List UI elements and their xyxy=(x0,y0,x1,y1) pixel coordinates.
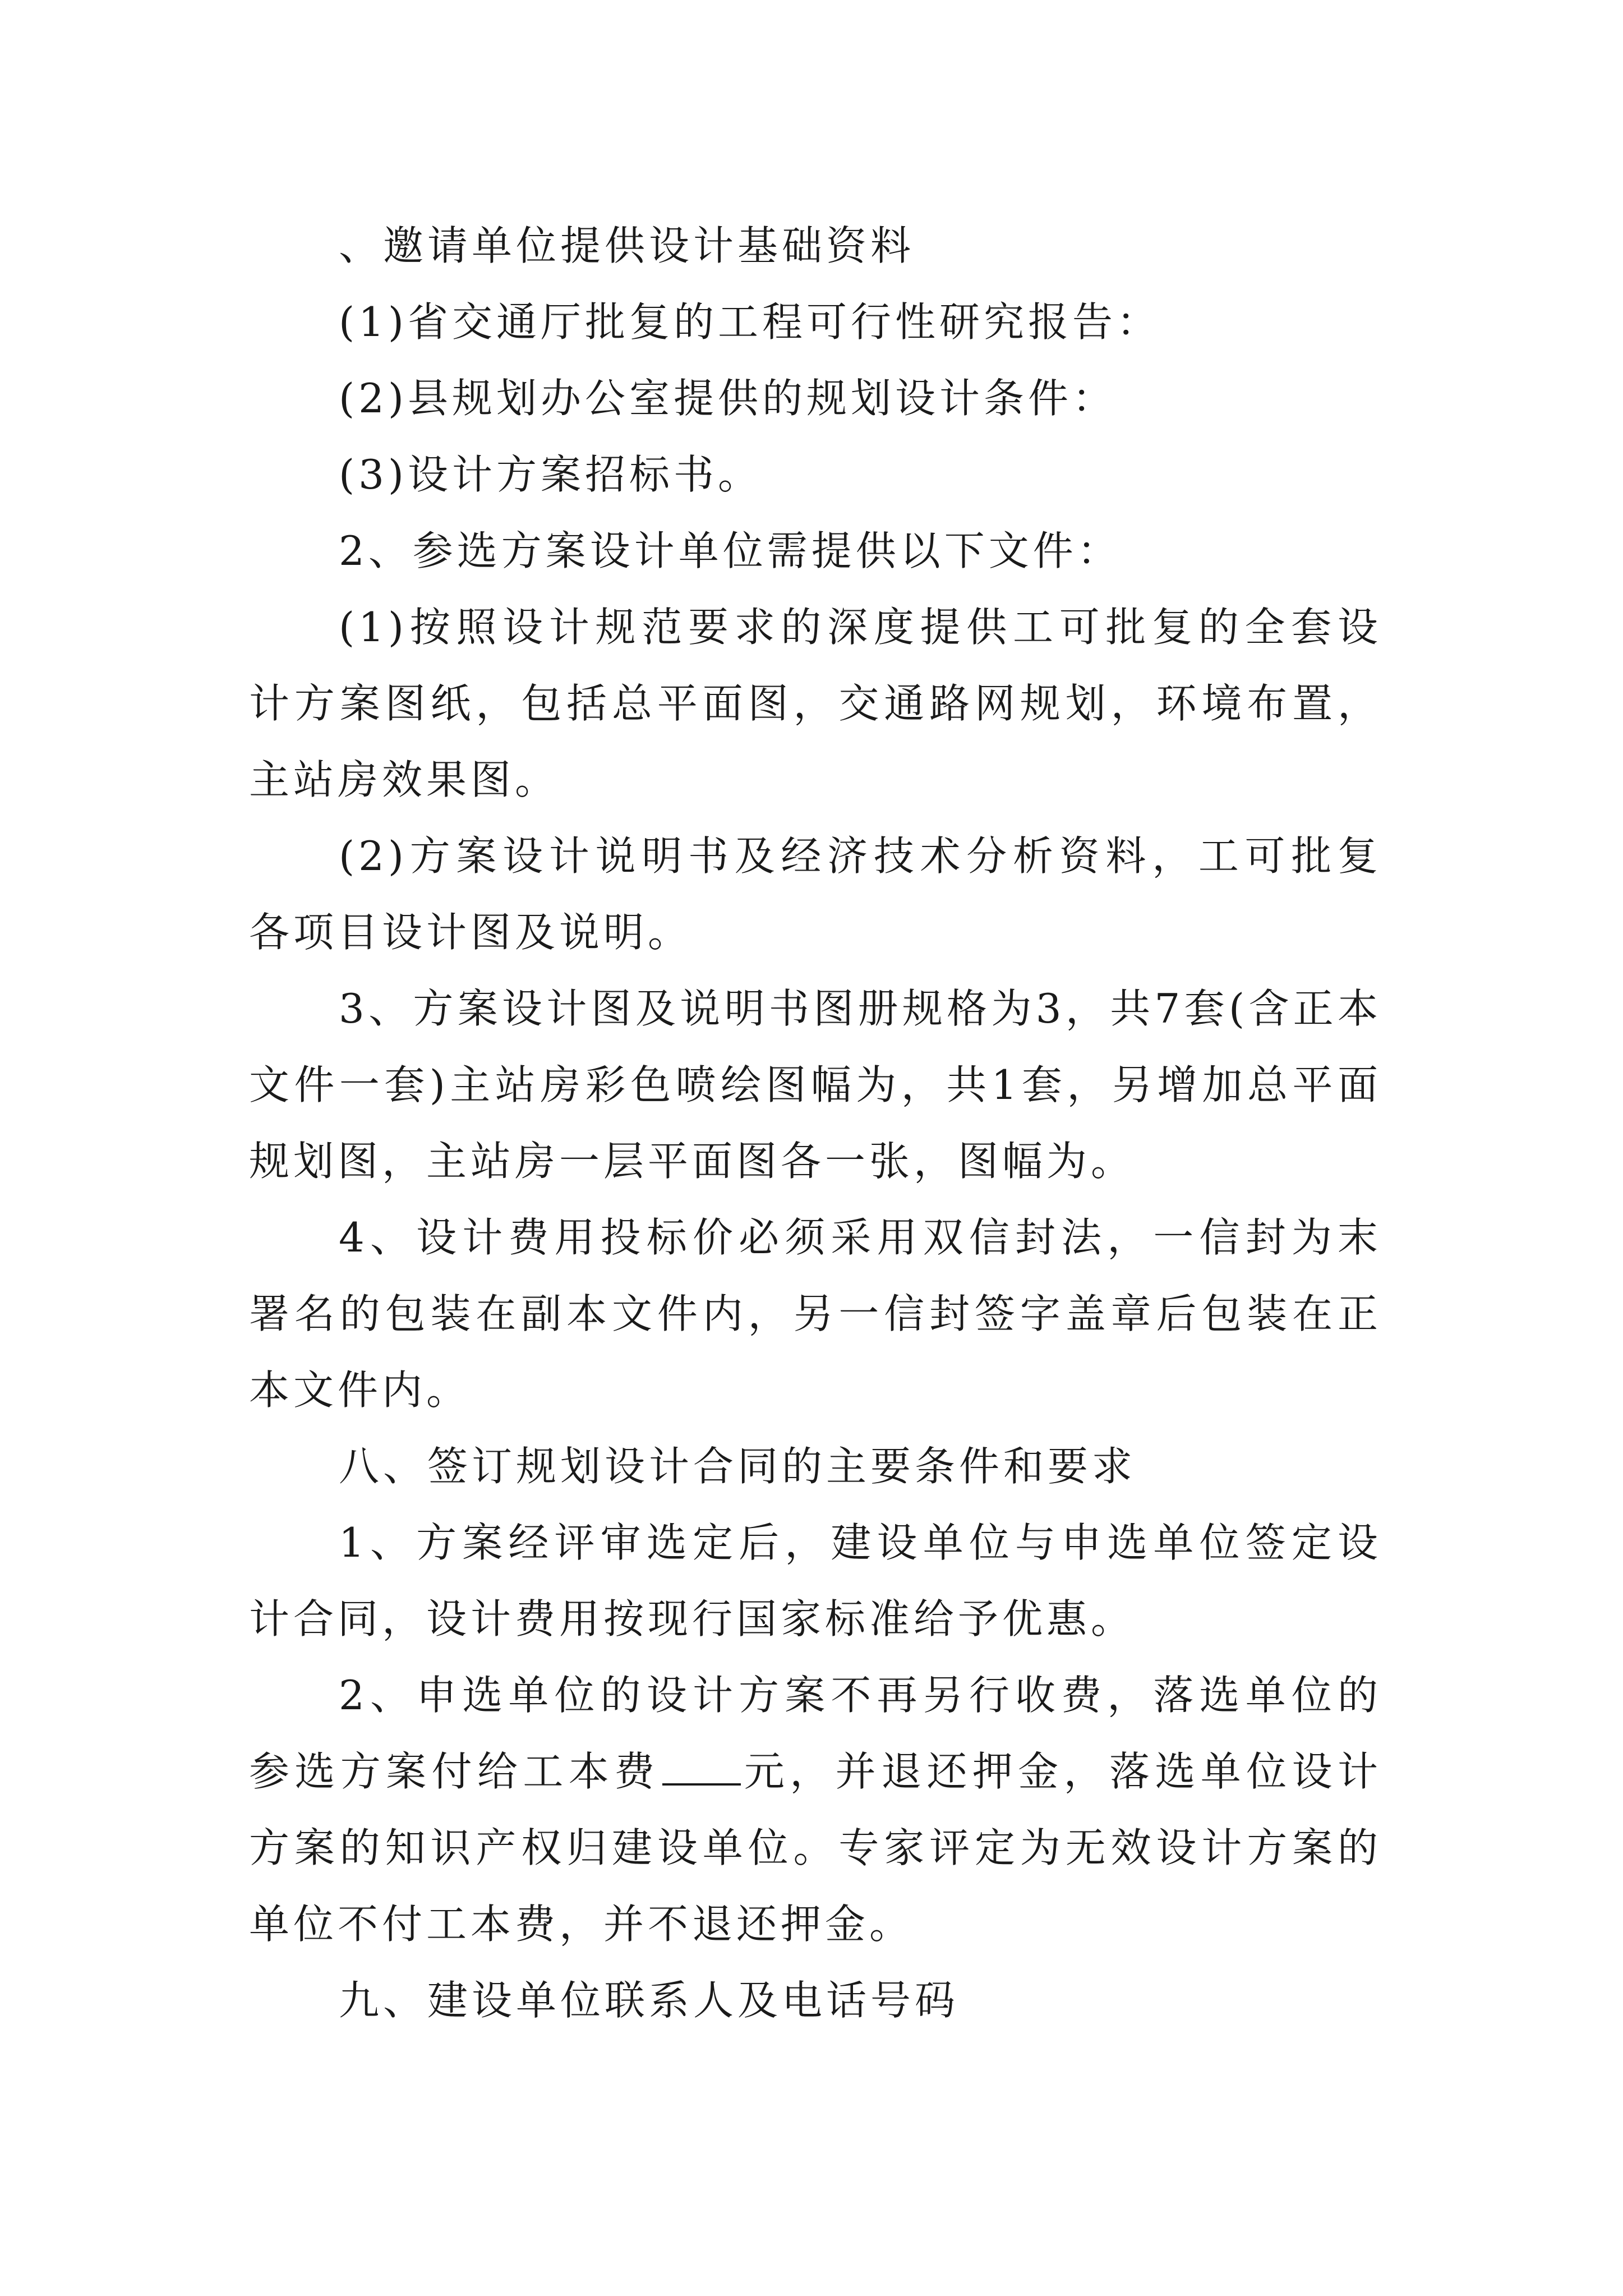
numbered-item-fee xyxy=(249,1657,1382,1962)
document-body xyxy=(249,208,1382,2039)
list-item: (2)方案设计说明书及经济技术分析资料，工可批复各项目设计图及说明。 xyxy=(249,832,1382,956)
numbered-item: 4、设计费用投标价必须采用双信封法，一信封为末署名的包装在副本文件内，另一信封签字盖章后包装在正本文件内。 xyxy=(249,1214,1382,1414)
fill-in-blank xyxy=(662,1750,741,1786)
list-item: (1)按照设计规范要求的深度提供工可批复的全套设计方案图纸，包括总平面图，交通路网规划，环境布置，主站房效果图。 xyxy=(249,604,1382,803)
list-item: (2)县规划办公室提供的规划设计条件： xyxy=(339,375,1117,422)
list-item: (1)省交通厅批复的工程可行性研究报告： xyxy=(339,298,1161,346)
list-item: (3)设计方案招标书。 xyxy=(339,451,762,498)
numbered-item: 1、方案经评审选定后，建设单位与申选单位签定设计合同，设计费用按现行国家标准给予优惠。 xyxy=(249,1519,1382,1642)
section-heading-basic-materials: 、邀请单位提供设计基础资料 xyxy=(339,222,915,269)
section-heading-contract-terms: 八、签订规划设计合同的主要条件和要求 xyxy=(339,1443,1137,1490)
numbered-item: 2、参选方案设计单位需提供以下文件： xyxy=(339,527,1122,574)
fee-text-before-blank: 2、申选单位的设计方案不再另行收费，落选单位的参选方案付给工本费 xyxy=(249,1672,1382,1795)
section-heading-contact: 九、建设单位联系人及电话号码 xyxy=(339,1977,960,2024)
numbered-item: 3、方案设计图及说明书图册规格为3，共7套(含正本文件一套)主站房彩色喷绘图幅为，共1套，另增加总平面规划图，主站房一层平面图各一张，图幅为。 xyxy=(249,985,1382,1185)
fee-text-after-blank: 元，并退还押金，落选单位设计方案的知识产权归建设单位。专家评定为无效设计方案的单位不付工本费，并不退还押金。 xyxy=(249,1748,1382,1948)
